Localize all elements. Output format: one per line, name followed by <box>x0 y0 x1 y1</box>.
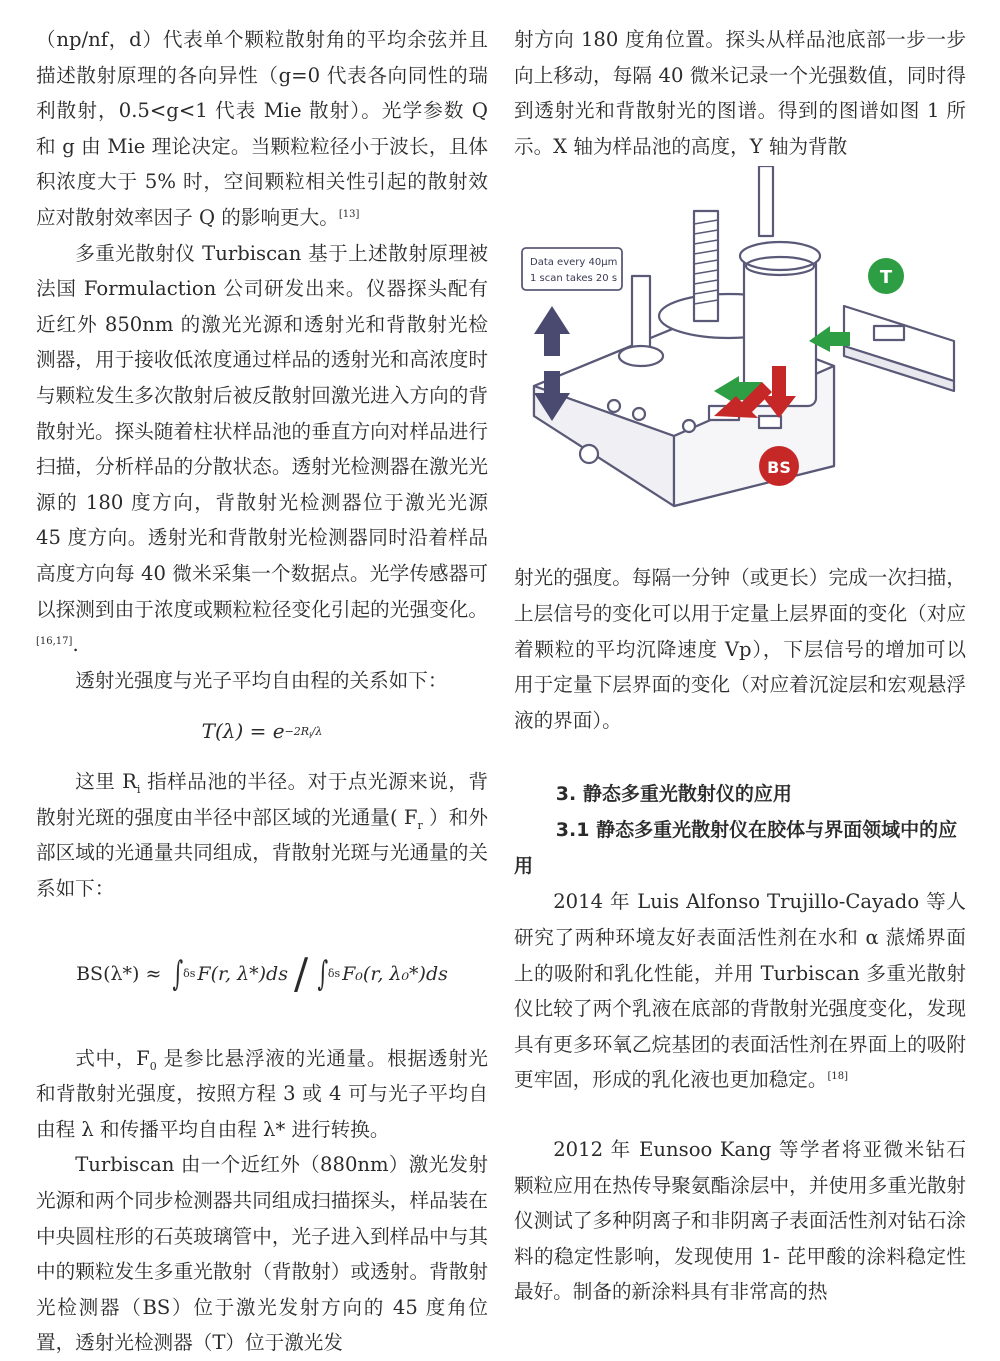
data-info-box <box>522 248 622 290</box>
paragraph-scan-process: 射方向 180 度角位置。探头从样品池底部一步一步向上移动，每隔 40 微米记录一个光强数值，同时得到透射光和背散射光的图谱。得到的图谱如图 1 所示。X 轴为样品池的高度，Y 轴为背散 <box>514 28 966 158</box>
section-gap <box>514 738 966 776</box>
paragraph-text: 2014 年 Luis Alfonso Trujillo-Cayado 等人研究了两种环境友好表面活性剂在水和 α 蒎烯界面上的吸附和乳化性能，并用 Turbiscan 多重光散射仪比较了两个乳液在底部的背散射光强度变化，发现具有更多环氧乙烷基团的表面活性剂在界面上的吸附更牢固，形成的乳化液也更加稳定。 <box>514 890 966 1092</box>
badge-bs-label: BS <box>767 458 791 478</box>
data-box-line-1: Data every 40µm <box>530 257 618 269</box>
text-part: 这里 R <box>75 770 137 794</box>
equation-lhs: BS(λ*) ≈ <box>76 962 162 985</box>
mount-hole <box>633 408 645 420</box>
citation-18: [18] <box>827 1071 849 1083</box>
equation-denominator: F₀(r, λ₀*)ds <box>342 962 448 985</box>
turbiscan-diagram-svg <box>514 166 966 548</box>
division-slash-icon: / <box>293 949 309 999</box>
text-part: 指样品池的半径。对于点光源来说，背散射光斑的强度由半径中部区域的光通量( F <box>36 770 488 829</box>
integral-sign-icon: ∫ <box>172 953 184 994</box>
bs-detector <box>759 416 781 428</box>
text-part: 是参比悬浮液的光通量。根据透射光和背散射光强度，按照方程 3 或 4 可与光子平均自由程 λ 和传播平均自由程 λ* 进行转换。 <box>36 1046 488 1141</box>
subscript-i: i <box>136 783 141 797</box>
data-box-line-2: 1 scan takes 20 s <box>530 273 618 285</box>
equation-exponent-tail: /λ <box>311 724 323 738</box>
paragraph-trujillo-study <box>514 884 966 1098</box>
equation-exponent-sub: i <box>309 730 312 740</box>
citation-13: [13] <box>338 208 360 220</box>
paragraph-backscatter-intro <box>36 764 488 906</box>
right-column <box>514 22 966 1310</box>
paragraph-text: 多重光散射仪 Turbiscan 基于上述散射原理被法国 Formulaction 公司研发出来。仪器探头配有近红外 850nm 的激光光源和透射光和背散射光检测器，用于接收低浓度通过样品的透射光和高浓度时与颗粒发生多次散射后被反散射回激光进入方向的背散射光。探头随着柱状样品池的垂直方向对样品进行扫描，分析样品的分散状态。透射光检测器在激光光源的 180 度方向，背散射光检测器位于激光光源 45 度方向。透射光和背散射光检测器同时沿着样品高度方向每 40 微米采集一个数据点。光学传感器可以探测到由于浓度或颗粒粒径变化引起的光强变化。 <box>36 241 488 621</box>
subscript-0: 0 <box>149 1059 157 1073</box>
figure-1-turbiscan-diagram <box>514 166 966 548</box>
equation-backscatter <box>36 907 488 1041</box>
integral-sub: δs <box>183 967 196 981</box>
paragraph-reference-flux <box>36 1041 488 1148</box>
paragraph-transmission-intro: 透射光强度与光子平均自由程的关系如下： <box>75 668 448 692</box>
integral-sub: δs <box>327 967 341 981</box>
detector-chip <box>874 326 904 340</box>
paragraph-end-mark: . <box>72 633 79 657</box>
top-rod <box>759 166 773 236</box>
left-post-base <box>619 346 663 366</box>
section-heading-3: 3. 静态多重光散射仪的应用 <box>555 783 792 806</box>
paragraph-turbiscan-structure: Turbiscan 由一个近红外（880nm）激光发射光源和两个同步检测器共同组成扫描探头，样品装在中央圆柱形的石英玻璃管中，光子进入到样品中与其中的颗粒发生多重光散射（背散射）或透射。背散射光检测器（BS）位于激光发射方向的 45 度角位置，透射光检测器（T）位于激光发 <box>36 1153 488 1355</box>
text-part: 式中，F <box>75 1046 150 1070</box>
badge-t-label: T <box>879 267 893 289</box>
paragraph-kang-study: 2012 年 Eunsoo Kang 等学者将亚微米钻石颗粒应用在热传导聚氨酯涂层中，并使用多重光散射仪测试了多种阴离子和非阴离子表面活性剂对钻石涂料的稳定性影响，发现使用 1- 芘甲酸的涂料稳定性最好。制备的新涂料具有非常高的热 <box>514 1137 966 1304</box>
paragraph-text: （np/nf，d）代表单个颗粒散射角的平均余弦并且描述散射原理的各向异性（g=0 代表各向同性的瑞利散射，0.5<g<1 代表 Mie 散射）。光学参数 Q 和 g 由 Mie 理论决定。当颗粒粒径小于波长，且体积浓度大于 5% 时，空间颗粒相关性引起的散射效应对散射效率因子 Q 的影响更大。 <box>36 28 488 229</box>
left-post <box>632 276 650 351</box>
paragraph-gap <box>514 1098 966 1132</box>
text-part: ）和外部区域的光通量共同组成，背散射光斑与光通量的关系如下： <box>36 805 489 901</box>
left-column <box>36 22 488 1361</box>
subscript-r: r <box>417 818 423 832</box>
mount-hole <box>683 420 695 432</box>
backscatter-badge <box>759 446 799 486</box>
side-hole <box>580 445 598 463</box>
paragraph-scan-interpretation: 射光的强度。每隔一分钟（或更长）完成一次扫描，上层信号的变化可以用于定量上层界面的变化（对应着颗粒的平均沉降速度 Vp），下层信号的增加可以用于定量下层界面的变化（对应着沉淀层和宏观悬浮液的界面）。 <box>514 566 966 732</box>
equation-exponent: −2R <box>284 724 310 738</box>
paragraph-scattering-theory <box>36 22 488 236</box>
transmission-badge <box>868 258 904 294</box>
section-heading-3-1: 3.1 静态多重光散射仪在胶体与界面领域中的应用 <box>514 819 958 878</box>
equation-numerator: F(r, λ*)ds <box>197 962 288 985</box>
paragraph-turbiscan-principle <box>36 236 488 663</box>
equation-transmission <box>36 698 488 764</box>
citation-16-17: [16,17] <box>36 636 73 648</box>
mount-hole <box>608 400 620 412</box>
threaded-rod <box>694 211 718 321</box>
equation-lhs: T(λ) = e <box>201 719 285 744</box>
instrument-drawing <box>534 166 954 506</box>
integral-sign-icon: ∫ <box>317 953 329 994</box>
